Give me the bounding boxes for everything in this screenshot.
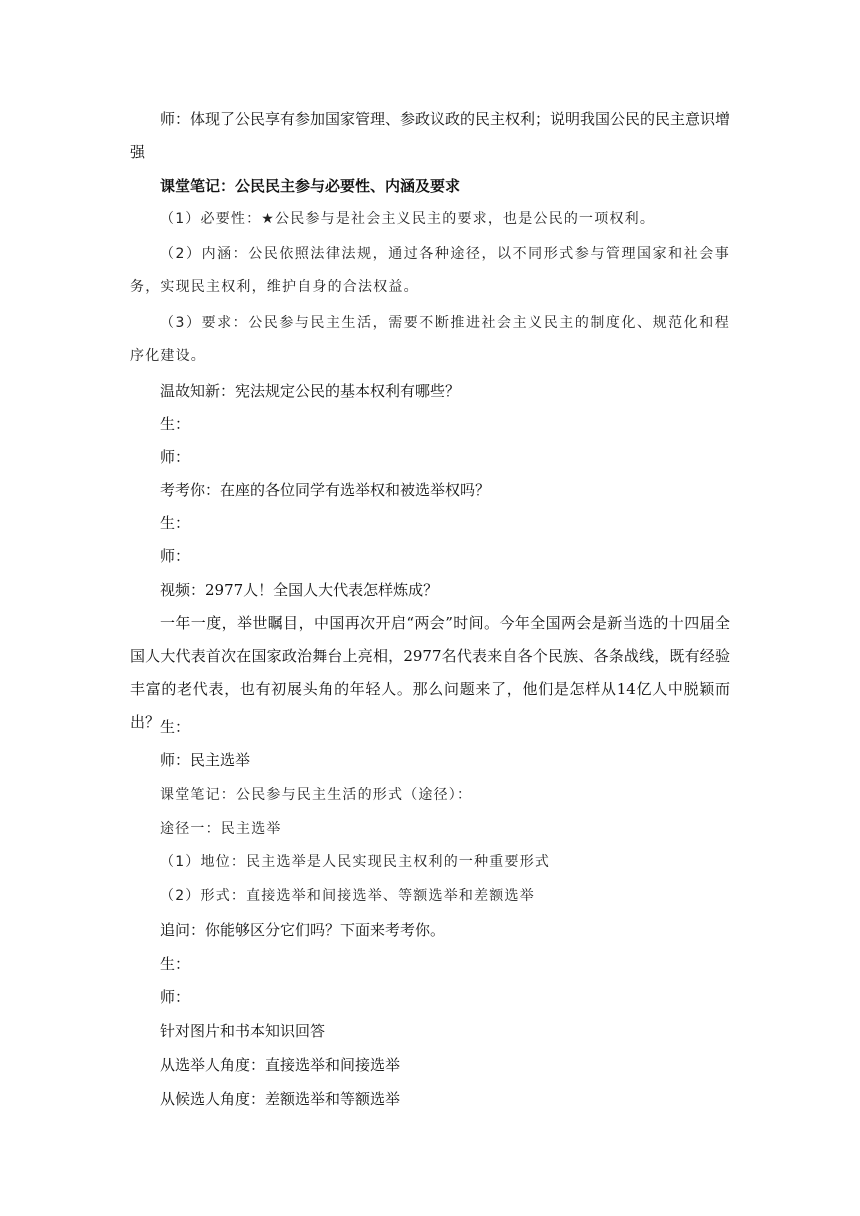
paragraph-notes-heading: 课堂笔记：公民民主参与必要性、内涵及要求: [160, 177, 461, 195]
paragraph-requirement: （3）要求：公民参与民主生活，需要不断推进社会主义民主的制度化、规范化和程序化建设。: [130, 315, 730, 364]
paragraph-answer-hint: 针对图片和书本知识回答: [160, 1022, 326, 1040]
paragraph-student-4: 生：: [160, 955, 191, 973]
paragraph-quiz-question: 考考你：在座的各位同学有选举权和被选举权吗？: [160, 481, 491, 499]
paragraph-status: （1）地位：民主选举是人民实现民主权利的一种重要形式: [160, 854, 551, 870]
paragraph-path-one: 途径一：民主选举: [160, 821, 282, 837]
paragraph-voter-angle: 从选举人角度：直接选举和间接选举: [160, 1056, 401, 1074]
paragraph-student-2: 生：: [160, 514, 191, 532]
paragraph-necessity: （1）必要性：★公民参与是社会主义民主的要求，也是公民的一项权利。: [160, 211, 656, 227]
paragraph-video-title: 视频：2977人！全国人大代表怎样炼成？: [160, 581, 439, 599]
paragraph-forms: （2）形式：直接选举和间接选举、等额选举和差额选举: [160, 888, 535, 904]
paragraph-notes-forms: 课堂笔记：公民参与民主生活的形式（途径）：: [160, 787, 473, 803]
paragraph-teacher-answer: 师：体现了公民享有参加国家管理、参政议政的民主权利；说明我国公民的民主意识增强: [130, 110, 731, 161]
paragraph-student-1: 生：: [160, 415, 191, 433]
paragraph-review-question: 温故知新：宪法规定公民的基本权利有哪些？: [160, 382, 461, 400]
paragraph-teacher-3: 师：: [160, 988, 191, 1006]
paragraph-teacher-1: 师：: [160, 448, 191, 466]
paragraph-video-text: 一年一度，举世瞩目，中国再次开启“两会”时间。今年全国两会是新当选的十四届全国人大代表首次在国家政治舞台上亮相，2977名代表来自各个民族、各条战线，既有经验丰富的老代表，也有初展头角的年轻人。那么问题来了，他们是怎样从14亿人中脱颖而出？: [130, 614, 730, 731]
paragraph-student-3: 生：: [160, 718, 191, 736]
paragraph-teacher-election: 师：民主选举: [160, 751, 251, 769]
paragraph-teacher-2: 师：: [160, 547, 191, 565]
paragraph-candidate-angle: 从候选人角度：差额选举和等额选举: [160, 1090, 401, 1108]
paragraph-connotation: （2）内涵：公民依照法律法规，通过各种途径，以不同形式参与管理国家和社会事务，实现民主权利，维护自身的合法权益。: [130, 246, 730, 295]
paragraph-follow-up: 追问：你能够区分它们吗？下面来考考你。: [160, 921, 446, 939]
